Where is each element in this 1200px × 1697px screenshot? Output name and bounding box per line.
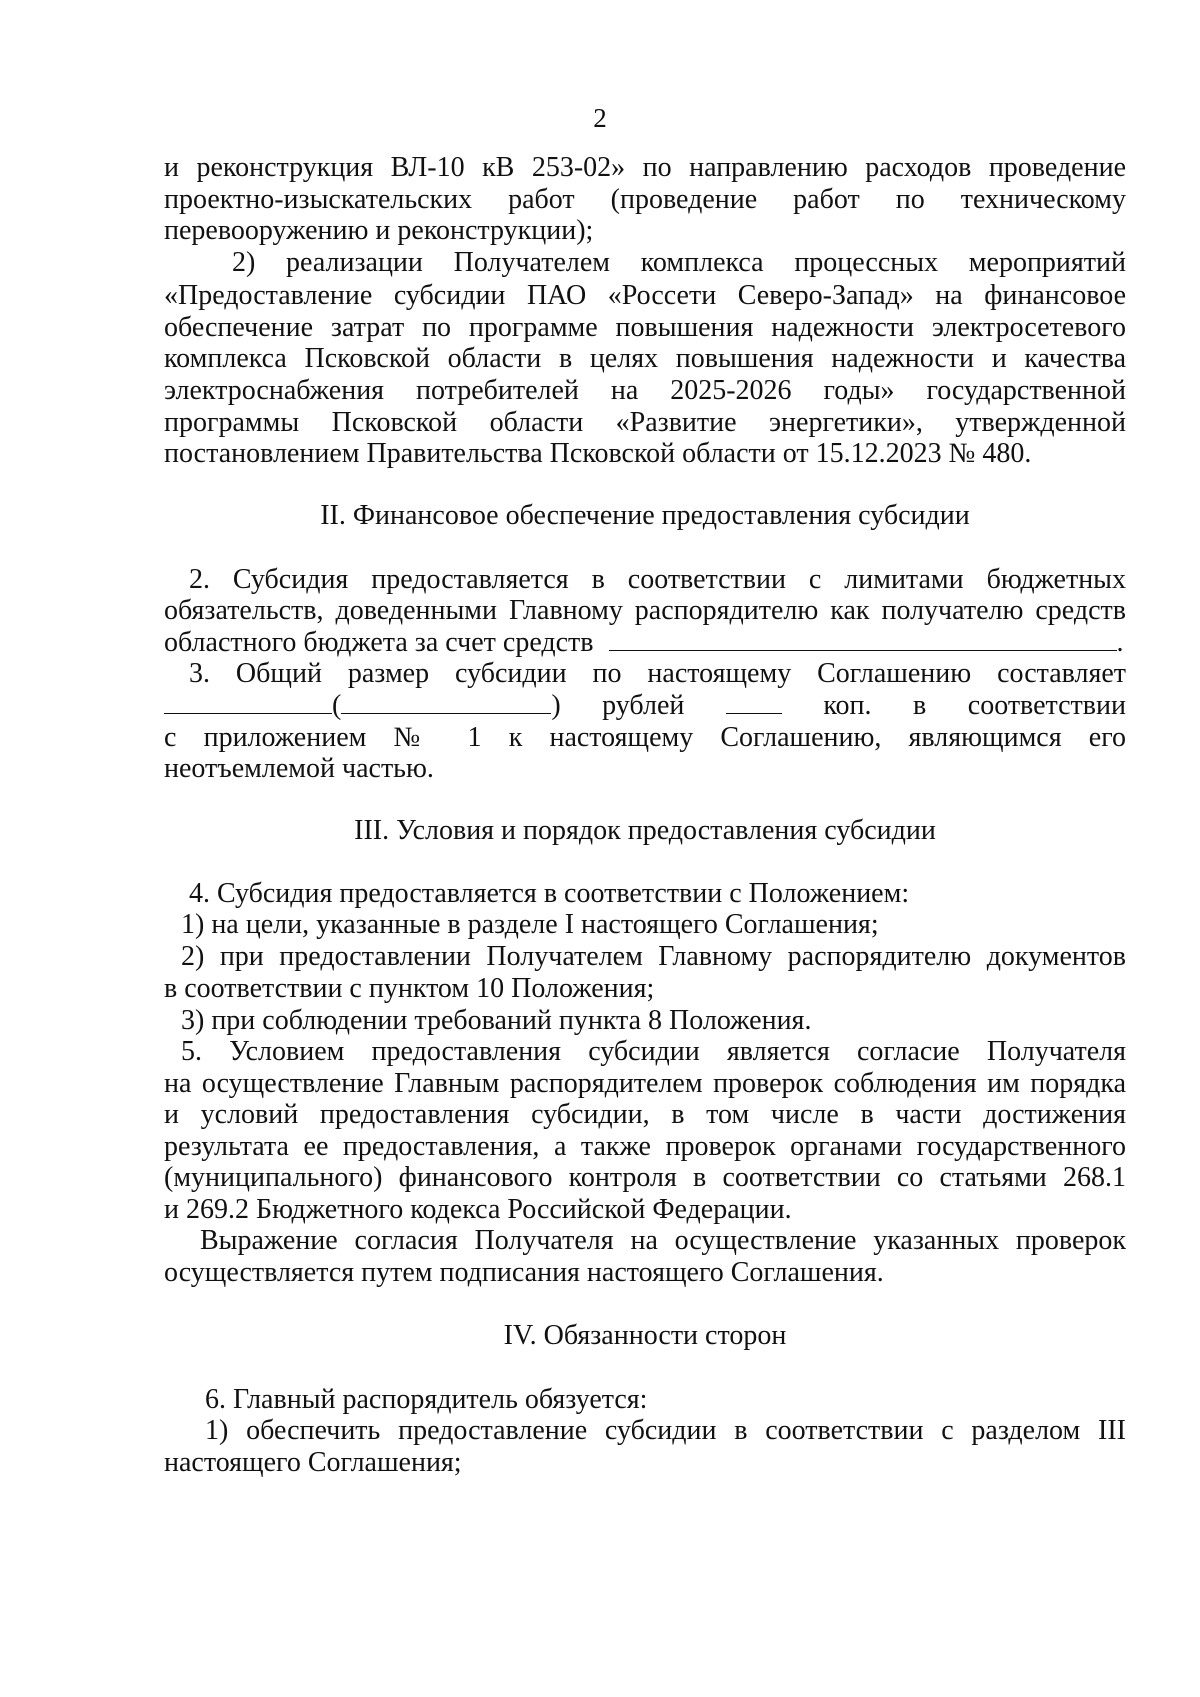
text-line: и условий предоставления субсидии, в том числе в части достижения	[164, 1099, 1126, 1130]
text-line: «Предоставление субсидии ПАО «Россети Северо-Запад» на финансовое	[164, 280, 1126, 311]
kopecks-label: коп.	[823, 690, 872, 721]
text-line: программы Псковской области «Развитие энергетики», утвержденной	[164, 407, 1126, 438]
text-line: 1) обеспечить предоставление субсидии в соответствии с разделом III	[205, 1415, 1126, 1446]
amount-field-group	[164, 689, 561, 722]
text-line: проектно-изыскательских работ (проведение работ по техническому	[164, 184, 1126, 215]
text-line: 3. Общий размер субсидии по настоящему Соглашению составляет	[189, 658, 1126, 689]
text-line: 2) реализации Получателем комплекса процессных мероприятий	[232, 247, 1126, 278]
text-line: с приложением № 1 к настоящему Соглашению, являющимся его	[164, 722, 1126, 753]
text-line: настоящего Соглашения;	[164, 1447, 462, 1478]
text-line: на осуществление Главным распорядителем проверок соблюдения им порядка	[164, 1068, 1126, 1099]
blank-amount-number	[164, 691, 332, 714]
text-line: обеспечение затрат по программе повышения надежности электросетевого	[164, 312, 1126, 343]
text-line: (муниципального) финансового контроля в соответствии со статьями 268.1	[164, 1162, 1126, 1193]
text-line	[164, 626, 1126, 659]
text-line: и 269.2 Бюджетного кодекса Российской Федерации.	[164, 1194, 792, 1225]
open-paren: (	[332, 690, 342, 721]
text-line: комплекса Псковской области в целях повышения надежности и качества	[164, 343, 1126, 374]
text-line: 1) на цели, указанные в разделе I настоящего Соглашения;	[181, 909, 879, 940]
text-line: постановлением Правительства Псковской области от 15.12.2023 № 480.	[164, 438, 1032, 469]
section-heading: IV. Обязанности сторон	[503, 1320, 787, 1351]
blank-kopecks	[726, 691, 782, 714]
text-fragment: соответствии	[967, 690, 1126, 721]
period: .	[1116, 627, 1124, 658]
text-fragment: в	[913, 690, 927, 721]
text-line: 6. Главный распорядитель обязуется:	[205, 1384, 648, 1415]
text-line: Выражение согласия Получателя на осуществление указанных проверок	[200, 1225, 1126, 1256]
text-line: 4. Субсидия предоставляется в соответствии с Положением:	[189, 878, 910, 909]
blank-amount-words	[341, 691, 551, 714]
text-fragment: областного бюджета за счет средств	[164, 627, 594, 658]
text-line: 5. Условием предоставления субсидии является согласие Получателя	[181, 1036, 1126, 1067]
text-line: 3) при соблюдении требований пункта 8 Положения.	[181, 1005, 812, 1036]
text-line	[164, 689, 1126, 722]
text-line: 2. Субсидия предоставляется в соответствии с лимитами бюджетных	[189, 564, 1126, 595]
text-line: и реконструкция ВЛ-10 кВ 253-02» по направлению расходов проведение	[164, 152, 1126, 183]
blank-source-field	[609, 628, 1117, 651]
text-line: перевооружению и реконструкции);	[164, 215, 594, 246]
close-paren: )	[551, 690, 561, 721]
text-line: 2) при предоставлении Получателем Главному распорядителю документов	[181, 941, 1126, 972]
text-line: результата ее предоставления, а также проверок органами государственного	[164, 1131, 1126, 1162]
text-line: обязательств, доведенными Главному распорядителю как получателю средств	[164, 595, 1126, 626]
section-heading: II. Финансовое обеспечение предоставления субсидии	[320, 500, 970, 531]
text-line: в соответствии с пунктом 10 Положения;	[164, 973, 655, 1004]
text-line: осуществляется путем подписания настоящего Соглашения.	[164, 1257, 884, 1288]
text-line: неотъемлемой частью.	[164, 753, 434, 784]
text-line: электроснабжения потребителей на 2025-2026 годы» государственной	[164, 375, 1126, 406]
section-heading: III. Условия и порядок предоставления субсидии	[354, 815, 936, 846]
page-number: 2	[593, 103, 607, 133]
rubles-label: рублей	[602, 690, 685, 721]
